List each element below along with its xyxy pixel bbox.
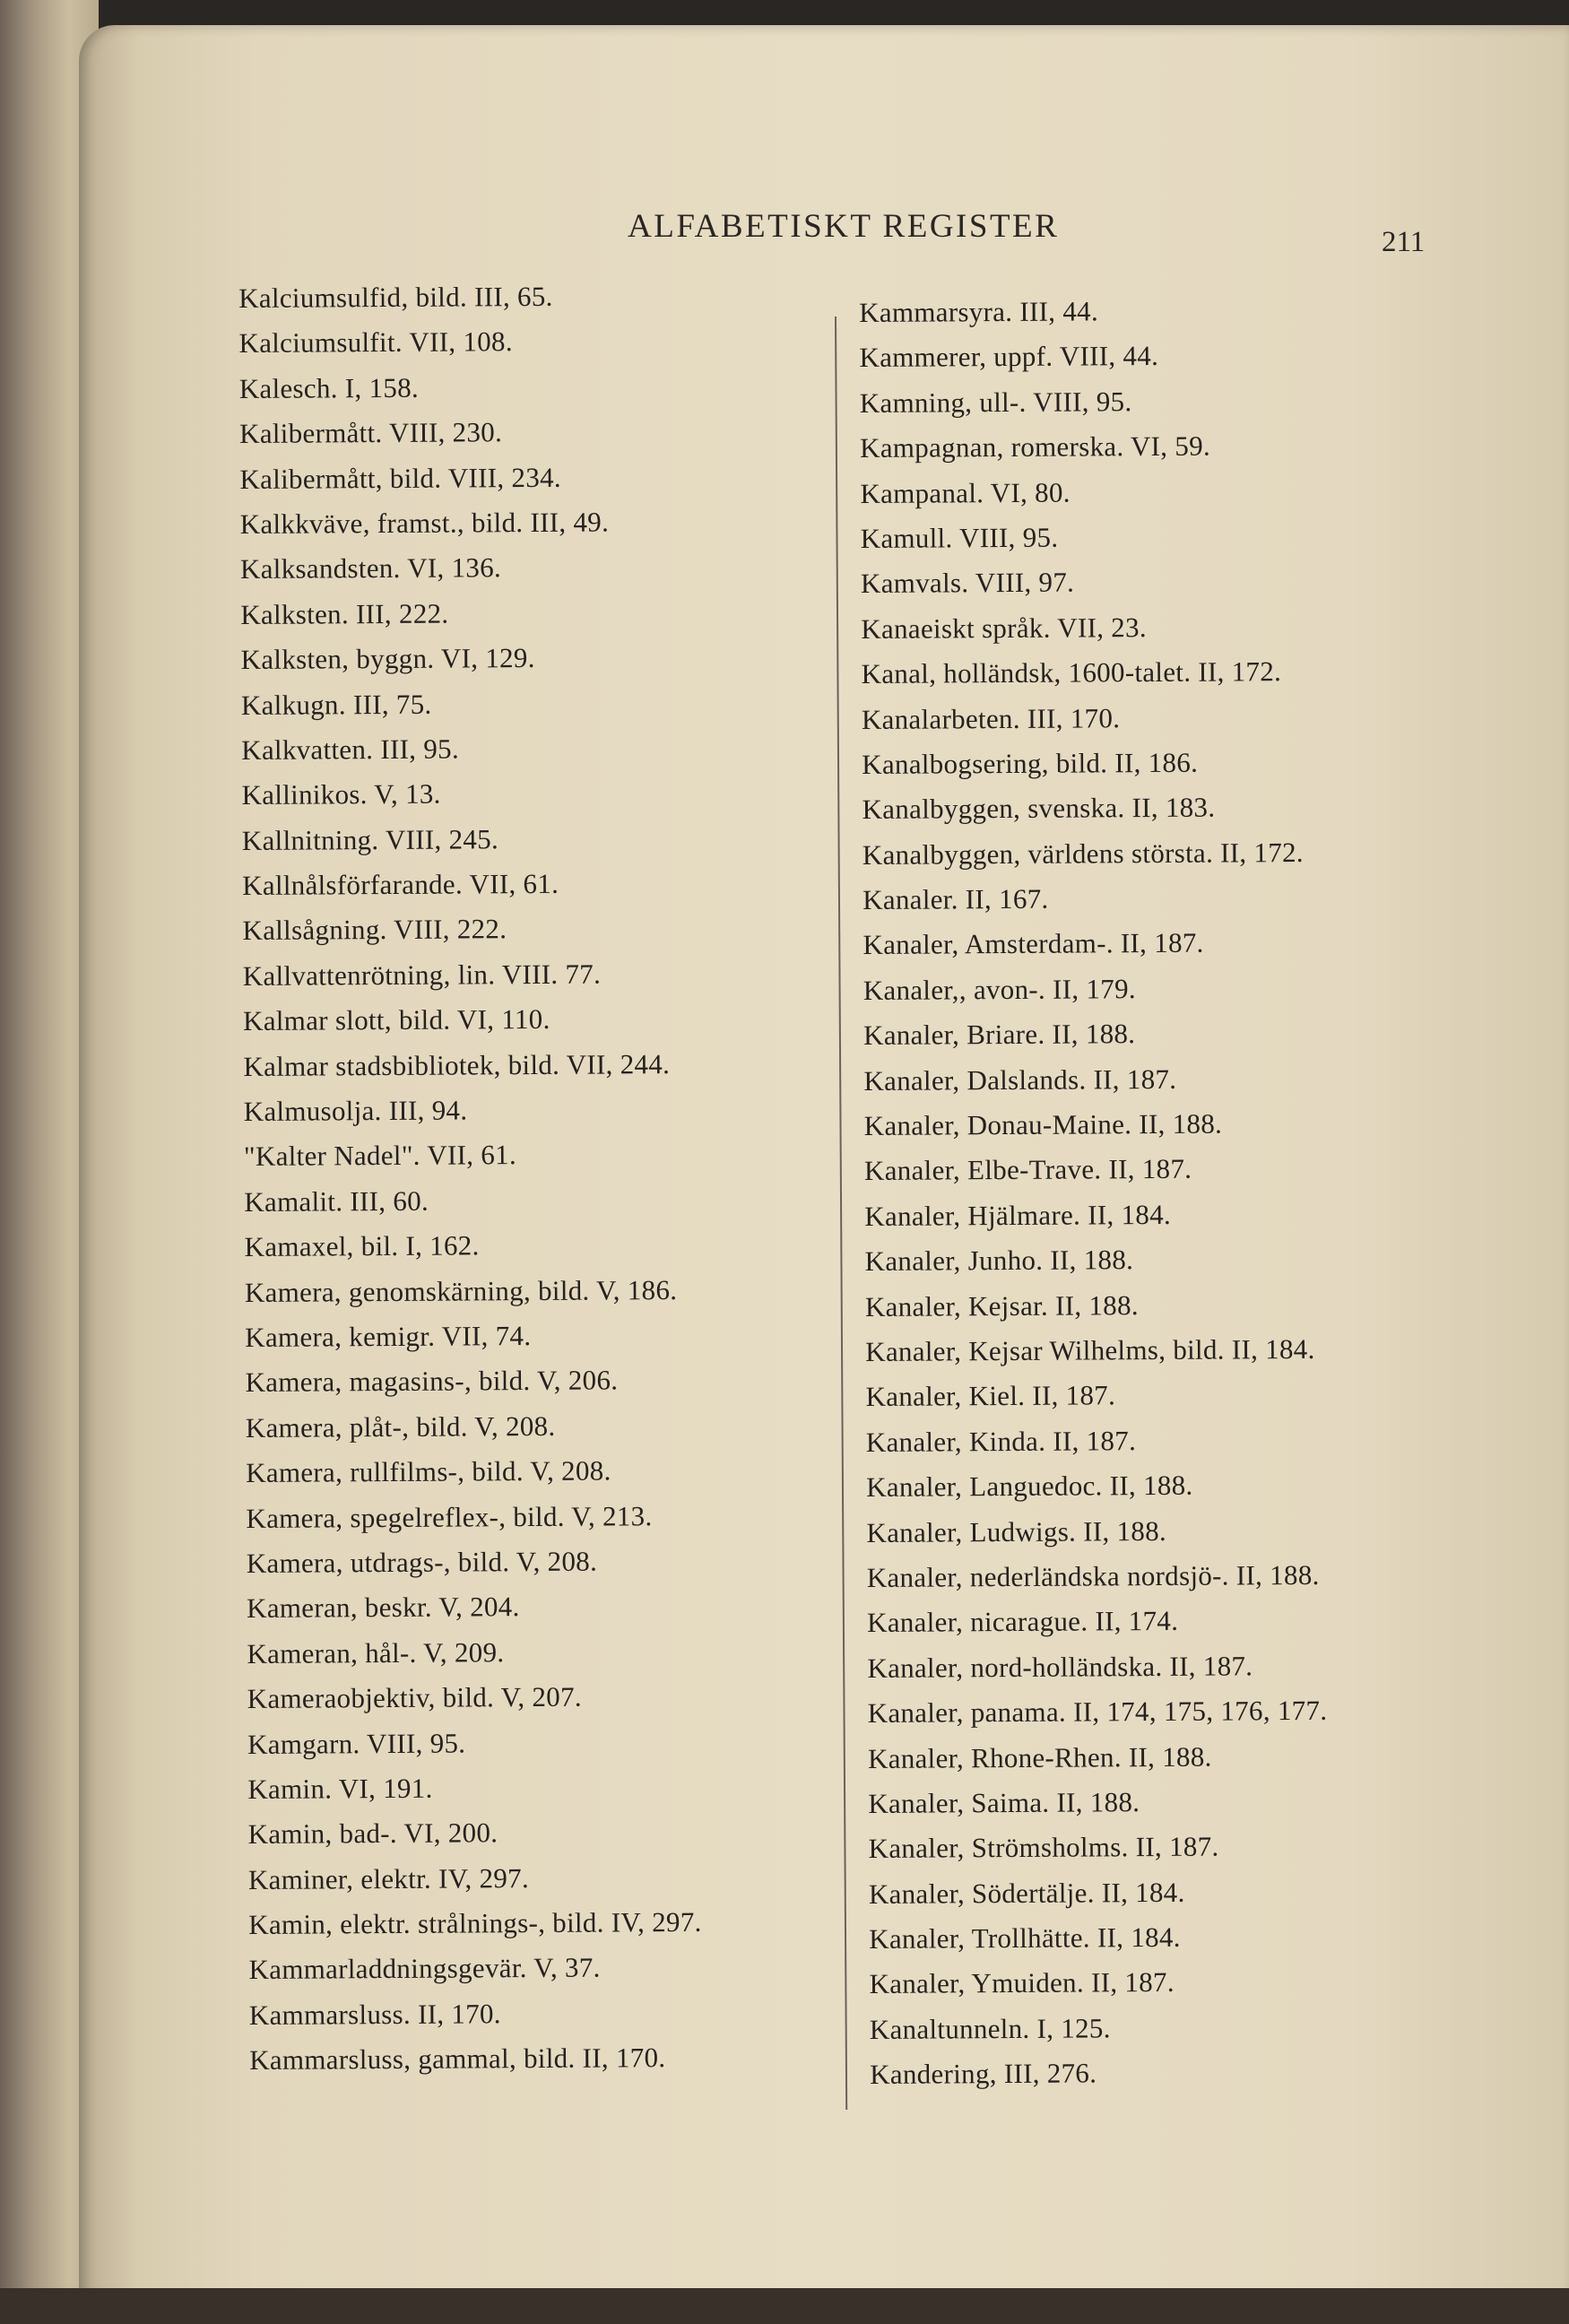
index-entry: Kalksten. III, 222. [240, 597, 449, 630]
index-entry: Kalmar slott, bild. VI, 110. [242, 1003, 550, 1037]
index-entry: Kamera, genomskärning, bild. V, 186. [244, 1273, 678, 1308]
index-entry: Kanaeiskt språk. VII, 23. [861, 611, 1147, 645]
index-entry: Kanalbyggen, världens största. II, 172. [862, 836, 1305, 871]
index-entry: Kalkkväve, framst., bild. III, 49. [239, 506, 610, 540]
index-entry: Kanaler. II, 167. [863, 882, 1049, 916]
index-entry: Kanaler, Languedoc. II, 188. [866, 1469, 1193, 1504]
index-entry: Kanaler, panama. II, 174, 175, 176, 177. [867, 1694, 1328, 1730]
index-entry: Kalmar stadsbibliotek, bild. VII, 244. [243, 1047, 671, 1082]
index-entry: Kallvattenrötning, lin. VIII. 77. [242, 958, 602, 992]
index-entry: Kallinikos. V, 13. [241, 777, 441, 811]
column-divider [835, 317, 847, 2110]
index-entry: Kanaltunneln. I, 125. [869, 2012, 1111, 2045]
index-entry: Kanaler, Södertälje. II, 184. [868, 1876, 1185, 1910]
index-entry: Kanalbogsering, bild. II, 186. [862, 746, 1199, 780]
index-entry: Kamin, bad-. VI, 200. [247, 1817, 498, 1851]
index-entry: Kanaler, Donau-Maine. II, 188. [863, 1107, 1223, 1142]
index-entry: Kalesch. I, 158. [238, 371, 420, 404]
page-number: 211 [1382, 226, 1426, 258]
index-entry: Kameran, beskr. V, 204. [246, 1591, 520, 1625]
index-entry: Kamull. VIII, 95. [860, 521, 1059, 554]
index-entry: Kampagnan, romerska. VI, 59. [859, 429, 1211, 464]
index-entry: Kamera, spegelreflex-, bild. V, 213. [246, 1499, 653, 1534]
index-entry: Kanaler, Rhone-Rhen. II, 188. [867, 1740, 1212, 1774]
index-entry: Kanaler, Junho. II, 188. [864, 1244, 1134, 1278]
index-entry: Kanaler, Ludwigs. II, 188. [866, 1514, 1167, 1548]
index-entry: Kamvals. VIII, 97. [860, 566, 1075, 600]
index-entry: Kamera, magasins-, bild. V, 206. [245, 1364, 619, 1399]
index-entry: Kanaler, Ymuiden. II, 187. [869, 1966, 1175, 2000]
index-entry: Kanaler, Kinda. II, 187. [865, 1424, 1137, 1458]
index-entry: Kamgarn. VIII, 95. [247, 1726, 466, 1760]
index-entry: Kallnålsförfarande. VII, 61. [242, 867, 559, 902]
index-entry: Kanaler, Trollhätte. II, 184. [869, 1921, 1181, 1955]
book-page [79, 25, 1569, 2324]
index-entry: Kanaler, Kejsar Wilhelms, bild. II, 184. [865, 1332, 1315, 1367]
index-entry: Kanaler, Dalslands. II, 187. [863, 1062, 1177, 1097]
index-column-left [238, 273, 703, 2084]
index-entry: Kandering, III, 276. [870, 2057, 1097, 2091]
index-entry: Kalksandsten. VI, 136. [239, 551, 502, 585]
index-entry: Kanalarbeten. III, 170. [861, 701, 1121, 735]
index-entry: Kamalit. III, 60. [244, 1184, 429, 1218]
index-entry: Kanalbyggen, svenska. II, 183. [862, 791, 1216, 826]
index-entry: Kanaler,, avon-. II, 179. [863, 972, 1136, 1006]
index-entry: Kalmusolja. III, 94. [243, 1094, 468, 1128]
index-entry: Kanaler, nicarague. II, 174. [866, 1605, 1179, 1639]
index-entry: Kaminer, elektr. IV, 297. [247, 1861, 530, 1895]
index-entry: Kalkugn. III, 75. [240, 688, 432, 721]
index-entry: Kanaler, Briare. II, 188. [863, 1018, 1136, 1052]
index-entry: Kamera, rullfilms-, bild. V, 208. [246, 1454, 611, 1489]
index-entry: "Kalter Nadel". VII, 61. [243, 1139, 517, 1173]
index-entry: Kanal, holländsk, 1600-talet. II, 172. [861, 655, 1282, 690]
index-entry: Kammarsluss. II, 170. [248, 1998, 501, 2031]
index-entry: Kalciumsulfit. VII, 108. [238, 325, 513, 360]
index-entry: Kanaler, Strömsholms. II, 187. [868, 1830, 1219, 1865]
index-entry: Kamin, elektr. strålnings-, bild. IV, 297. [248, 1905, 702, 1941]
index-entry: Kalkvatten. III, 95. [241, 733, 460, 766]
index-entry: Kanaler, Hjälmare. II, 184. [864, 1198, 1172, 1232]
running-head: ALFABETISKT REGISTER [628, 208, 1060, 245]
index-entry: Kamera, kemigr. VII, 74. [245, 1320, 532, 1353]
index-entry: Kammarsyra. III, 44. [859, 295, 1099, 328]
index-entry: Kamera, plåt-, bild. V, 208. [245, 1409, 556, 1444]
index-entry: Kanaler, Saima. II, 188. [868, 1786, 1140, 1819]
index-entry: Kampanal. VI, 80. [860, 476, 1071, 509]
index-entry: Kallnitning. VIII, 245. [241, 822, 499, 856]
index-entry: Kanaler, Kiel. II, 187. [865, 1379, 1116, 1413]
index-entry: Kammerer, uppf. VIII, 44. [859, 340, 1159, 374]
index-entry: Kameraobjektiv, bild. V, 207. [247, 1680, 582, 1715]
index-entry: Kallsågning. VIII, 222. [242, 913, 507, 947]
index-entry: Kamin. VI, 191. [247, 1772, 433, 1805]
index-entry: Kanaler, Kejsar. II, 188. [864, 1288, 1139, 1322]
index-entry: Kanaler, Amsterdam-. II, 187. [863, 927, 1204, 961]
index-entry: Kamaxel, bil. I, 162. [244, 1229, 480, 1263]
index-entry: Kalibermått, bild. VIII, 234. [239, 461, 562, 495]
index-entry: Kamera, utdrags-, bild. V, 208. [246, 1545, 598, 1579]
index-entry: Kameran, hål-. V, 209. [247, 1635, 505, 1669]
book-cover-edge [0, 2288, 1569, 2324]
index-entry: Kalciumsulfid, bild. III, 65. [238, 280, 553, 314]
index-entry: Kanaler, Elbe-Trave. II, 187. [863, 1153, 1192, 1187]
index-entry: Kanaler, nord-holländska. II, 187. [867, 1650, 1253, 1684]
index-entry: Kalibermått. VIII, 230. [238, 416, 503, 450]
index-column-right [859, 288, 1330, 2098]
index-entry: Kalksten, byggn. VI, 129. [240, 642, 535, 676]
index-entry: Kanaler, nederländska nordsjö-. II, 188. [866, 1558, 1320, 1593]
index-entry: Kammarladdningsgevär. V, 37. [248, 1952, 601, 1986]
index-entry: Kammarsluss, gammal, bild. II, 170. [249, 2042, 666, 2077]
index-entry: Kamning, ull-. VIII, 95. [859, 385, 1132, 419]
